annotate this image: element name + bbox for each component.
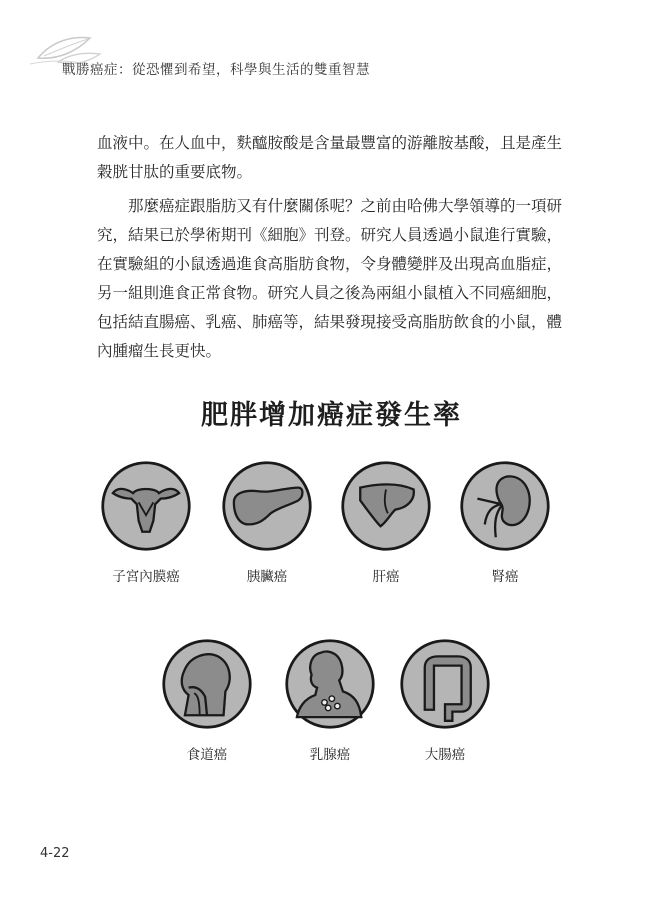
colon-icon (399, 638, 491, 730)
paragraph-2 (97, 192, 567, 366)
organ-label: 食道癌 (186, 747, 228, 763)
organ-item-esophagus (152, 638, 262, 768)
paragraph-2-text: 那麼癌症跟脂肪又有什麼關係呢？之前由哈佛大學領導的一項研究，結果已於學術期刊《細胞》刊登。研究人員透過小鼠進行實驗，在實驗組的小鼠透過進食高脂肪食物，令身體變胖及出現高血脂症，另一組則進食正常食物。研究人員之後為兩組小鼠植入不同癌細胞，包括結直腸癌、乳癌、肺癌等，結果發現接受高脂肪飲食的小鼠，體內腫瘤生長更快。 (97, 197, 563, 360)
organ-item-uterus (91, 460, 201, 590)
kidney-icon (459, 460, 551, 552)
organ-label: 大腸癌 (424, 747, 466, 763)
uterus-icon (100, 460, 192, 552)
organ-label: 肝癌 (372, 569, 400, 585)
organ-label: 胰臟癌 (246, 569, 288, 585)
organ-label: 子宮內膜癌 (112, 569, 180, 585)
paragraph-1-text: 血液中。在人血中，麩醯胺酸是含量最豐富的游離胺基酸，且是產生穀胱甘肽的重要底物。 (97, 134, 563, 181)
figure-title: 肥胖增加癌症發生率 (201, 400, 462, 431)
running-head: 戰勝癌症：從恐懼到希望，科學與生活的雙重智慧 (62, 62, 370, 78)
organ-item-kidney (450, 460, 560, 590)
page-number: 4-22 (40, 846, 70, 861)
breast-icon (284, 638, 376, 730)
pancreas-icon (221, 460, 313, 552)
organ-label: 腎癌 (491, 569, 519, 585)
organ-item-colon (390, 638, 500, 768)
organ-label: 乳腺癌 (309, 747, 351, 763)
esophagus-icon (161, 638, 253, 730)
liver-icon (340, 460, 432, 552)
paragraph-1 (97, 129, 567, 187)
organ-item-liver (331, 460, 441, 590)
organ-item-breast (275, 638, 385, 768)
organ-item-pancreas (212, 460, 322, 590)
